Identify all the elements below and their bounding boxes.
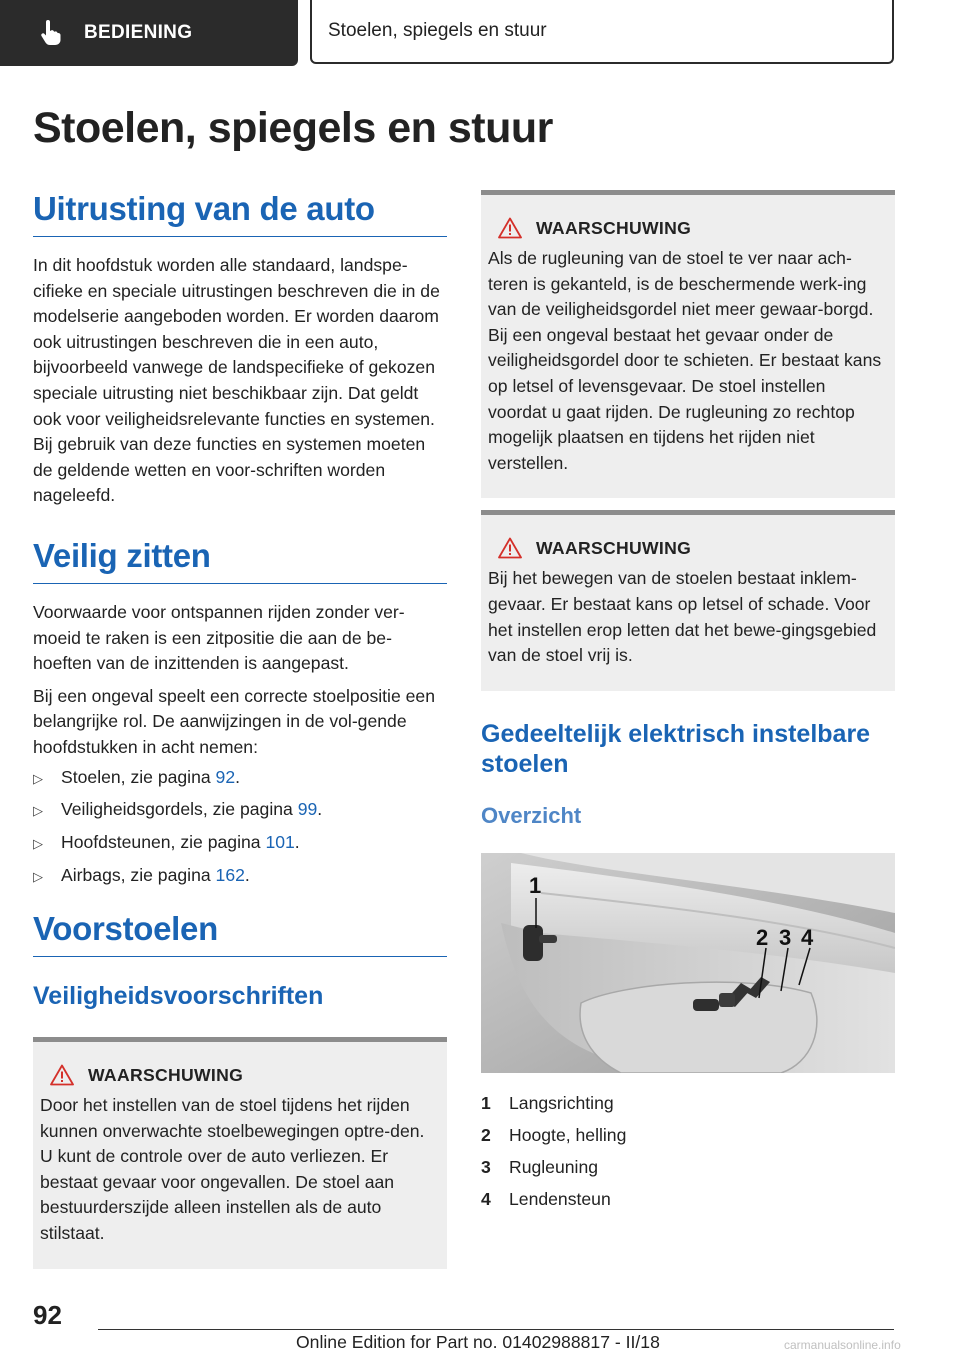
list-item [481, 1151, 895, 1183]
legend-label: Langsrichting [509, 1092, 614, 1113]
chapter-bar [310, 0, 894, 64]
chapter-label: Stoelen, spiegels en stuur [328, 20, 547, 41]
heading-equipment: Uitrusting van de auto [33, 190, 447, 237]
list-item [481, 1119, 895, 1151]
list-item-end: . [317, 799, 323, 820]
warning-text: Als de rugleuning van de stoel te ver naar ach-teren is gekanteld, is de beschermende werk-ing van de veiligheidsgordel niet meer gewaar-borgd. Bij een ongeval bestaat het gevaar onder de veiligheidsgordel door te schieten. Er bestaat kans op letsel of levensgevaar. De stoel instellen voordat u gaat rijden. De rugleuning zo rechtop mogelijk plaatsen en tijdens het rijden niet verstellen. [488, 248, 882, 473]
list-item [33, 830, 447, 857]
warning-triangle-icon [498, 217, 522, 239]
heading-safety-rules: Veiligheidsvoorschriften [33, 982, 324, 1011]
heading-electric-seats: Gedeeltelijk elektrisch instelbare stoelen [481, 719, 871, 778]
triangle-bullet-icon: ▷ [33, 803, 43, 819]
list-item [481, 1087, 895, 1119]
safe-seating-text-2: Bij een ongeval speelt een correcte stoelpositie een belangrijke rol. De aanwijzingen in de vol-gende hoofdstukken in acht nemen: [33, 685, 435, 757]
list-item [33, 765, 447, 792]
list-item-text: Hoofdsteunen, zie pagina [61, 832, 266, 853]
hand-pointer-icon [38, 20, 64, 46]
safe-seating-text-1: Voorwaarde voor ontspannen rijden zonder ver-moeid te raken is een zitpositie die aan de be-hoeften van de inzittenden is aangepast. [33, 601, 405, 674]
warning-box [481, 190, 895, 498]
figure-callout-4: 4 [801, 924, 814, 950]
warning-title: WAARSCHUWING [536, 537, 692, 558]
legend-number: 1 [481, 1092, 491, 1113]
triangle-bullet-icon: ▷ [33, 770, 43, 786]
section-label: BEDIENING [84, 22, 193, 43]
page-link-92[interactable]: 92 [215, 766, 236, 787]
list-item-text: Stoelen, zie pagina [61, 766, 216, 787]
page-title: Stoelen, spiegels en stuur [33, 104, 553, 152]
list-item [33, 863, 447, 890]
page-number: 92 [33, 1300, 62, 1330]
legend-number: 4 [481, 1188, 491, 1209]
left-column [33, 190, 447, 1269]
warning-box [481, 510, 895, 690]
watermark: carmanualsonline.info [784, 1338, 901, 1352]
page-link-101[interactable]: 101 [265, 832, 295, 853]
equipment-text: In dit hoofdstuk worden alle standaard, landspe-cifieke en speciale uitrustingen beschreven die in de modelserie aangeboden worden. Er worden daarom ook uitrustingen beschreven die in een auto, bijvoorbeeld vanwege de landspecifieke of gekozen speciale uitrusting niet beschikbaar zijn. Dat geldt ook voor veiligheidsrelevante functies en systemen. Bij gebruik van deze functies en systemen moeten de geldende wetten en voor-schriften worden nageleefd. [33, 255, 440, 506]
list-item [33, 797, 447, 824]
triangle-bullet-icon: ▷ [33, 836, 43, 852]
section-tab [0, 0, 298, 66]
edition-text: Online Edition for Part no. 01402988817 - II/18 [296, 1332, 660, 1352]
list-item-end: . [244, 865, 250, 886]
figure-callout-3: 3 [779, 924, 792, 950]
page-header [0, 0, 960, 66]
page-link-162[interactable]: 162 [215, 865, 245, 886]
warning-triangle-icon [498, 537, 522, 559]
legend-number: 2 [481, 1124, 491, 1145]
warning-triangle-icon [50, 1064, 74, 1086]
footer-divider [98, 1329, 894, 1330]
heading-safe-seating: Veilig zitten [33, 537, 447, 584]
figure-callout-1: 1 [529, 872, 542, 898]
warning-text: Door het instellen van de stoel tijdens het rijden kunnen onverwachte stoelbewegingen optre-den. U kunt de controle over de auto verliezen. Er bestaat gevaar voor ongevallen. De stoel aan bestuurderszijde alleen instellen als de auto stilstaat. [40, 1095, 425, 1244]
warning-title: WAARSCHUWING [536, 217, 692, 238]
page-link-99[interactable]: 99 [297, 799, 318, 820]
list-item-text: Airbags, zie pagina [61, 865, 216, 886]
triangle-bullet-icon: ▷ [33, 869, 43, 885]
list-item-end: . [235, 766, 241, 787]
heading-overview: Overzicht [481, 802, 582, 828]
legend-label: Lendensteun [509, 1188, 611, 1209]
seat-controls-photo [481, 853, 895, 1073]
legend-number: 3 [481, 1156, 491, 1177]
legend-label: Rugleuning [509, 1156, 599, 1177]
list-item-text: Veiligheidsgordels, zie pagina [61, 799, 298, 820]
warning-text: Bij het bewegen van de stoelen bestaat inklem-gevaar. Er bestaat kans op letsel of schade. Voor het instellen erop letten dat het bewe-gingsgebied van de stoel vrij is. [488, 568, 877, 666]
list-item-end: . [294, 832, 300, 853]
warning-title: WAARSCHUWING [88, 1064, 244, 1085]
figure-legend [481, 1087, 895, 1215]
figure-callout-2: 2 [756, 924, 769, 950]
legend-label: Hoogte, helling [509, 1124, 627, 1145]
right-column [481, 190, 895, 1215]
heading-front-seats: Voorstoelen [33, 910, 447, 957]
reference-list [33, 765, 447, 891]
list-item [481, 1183, 895, 1215]
warning-box [33, 1037, 447, 1269]
